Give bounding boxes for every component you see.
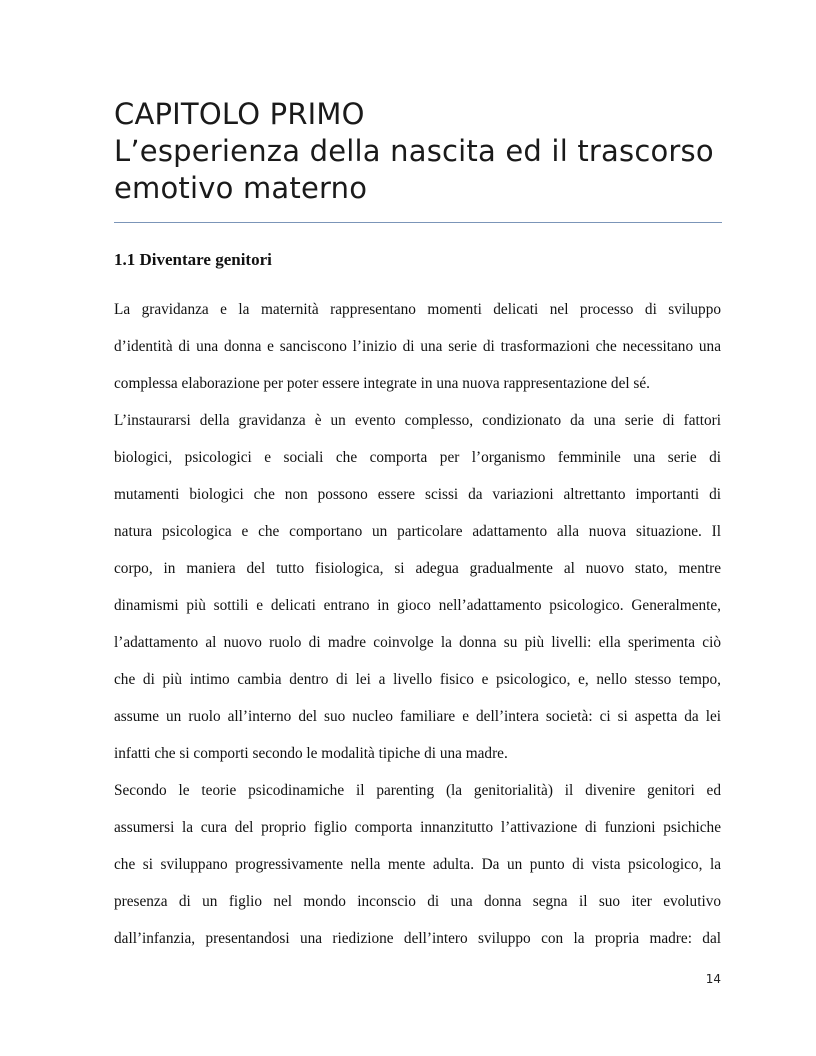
body-line: presenza di un figlio nel mondo inconscio di una donna segna il suo iter evolutivo <box>114 893 721 910</box>
section-heading: 1.1 Diventare genitori <box>114 250 272 269</box>
chapter-title-line-2: emotivo materno <box>114 171 368 205</box>
body-line: che si sviluppano progressivamente nella mente adulta. Da un punto di vista psicologico, la <box>114 856 721 873</box>
page-number: 14 <box>705 972 721 986</box>
body-line: l’adattamento al nuovo ruolo di madre coinvolge la donna su più livelli: ella sperimenta ciò <box>114 634 721 651</box>
body-line: L’instaurarsi della gravidanza è un evento complesso, condizionato da una serie di fattori <box>114 412 721 429</box>
body-line: Secondo le teorie psicodinamiche il parenting (la genitorialità) il divenire genitori ed <box>114 782 721 799</box>
body-line: mutamenti biologici che non possono essere scissi da variazioni altrettanto importanti di <box>114 486 721 503</box>
body-line: corpo, in maniera del tutto fisiologica, si adegua gradualmente al nuovo stato, mentre <box>114 560 721 577</box>
body-line: infatti che si comporti secondo le modalità tipiche di una madre. <box>114 745 508 762</box>
body-line: natura psicologica e che comportano un particolare adattamento alla nuova situazione. Il <box>114 523 721 540</box>
body-line: dinamismi più sottili e delicati entrano in gioco nell’adattamento psicologico. Generalmente, <box>114 597 721 614</box>
body-line: complessa elaborazione per poter essere integrate in una nuova rappresentazione del sé. <box>114 375 651 392</box>
body-line: La gravidanza e la maternità rappresentano momenti delicati nel processo di sviluppo <box>114 301 721 318</box>
body-line: che di più intimo cambia dentro di lei a livello fisico e psicologico, e, nello stesso tempo, <box>114 671 721 688</box>
chapter-title <box>114 96 724 207</box>
body-line: assumersi la cura del proprio figlio comporta innanzitutto l’attivazione di funzioni psichiche <box>114 819 721 836</box>
title-divider <box>114 222 722 223</box>
body-line: assume un ruolo all’interno del suo nucleo familiare e dell’intera società: ci si aspetta da lei <box>114 708 721 725</box>
body-line: d’identità di una donna e sanciscono l’inizio di una serie di trasformazioni che necessitano una <box>114 338 721 355</box>
chapter-title-line-1: L’esperienza della nascita ed il trascorso <box>114 134 714 168</box>
chapter-label: CAPITOLO PRIMO <box>114 97 365 131</box>
body-text <box>114 291 721 957</box>
body-line: dall’infanzia, presentandosi una riedizione dell’intero sviluppo con la propria madre: dal <box>114 930 721 947</box>
body-line: biologici, psicologici e sociali che comporta per l’organismo femminile una serie di <box>114 449 721 466</box>
